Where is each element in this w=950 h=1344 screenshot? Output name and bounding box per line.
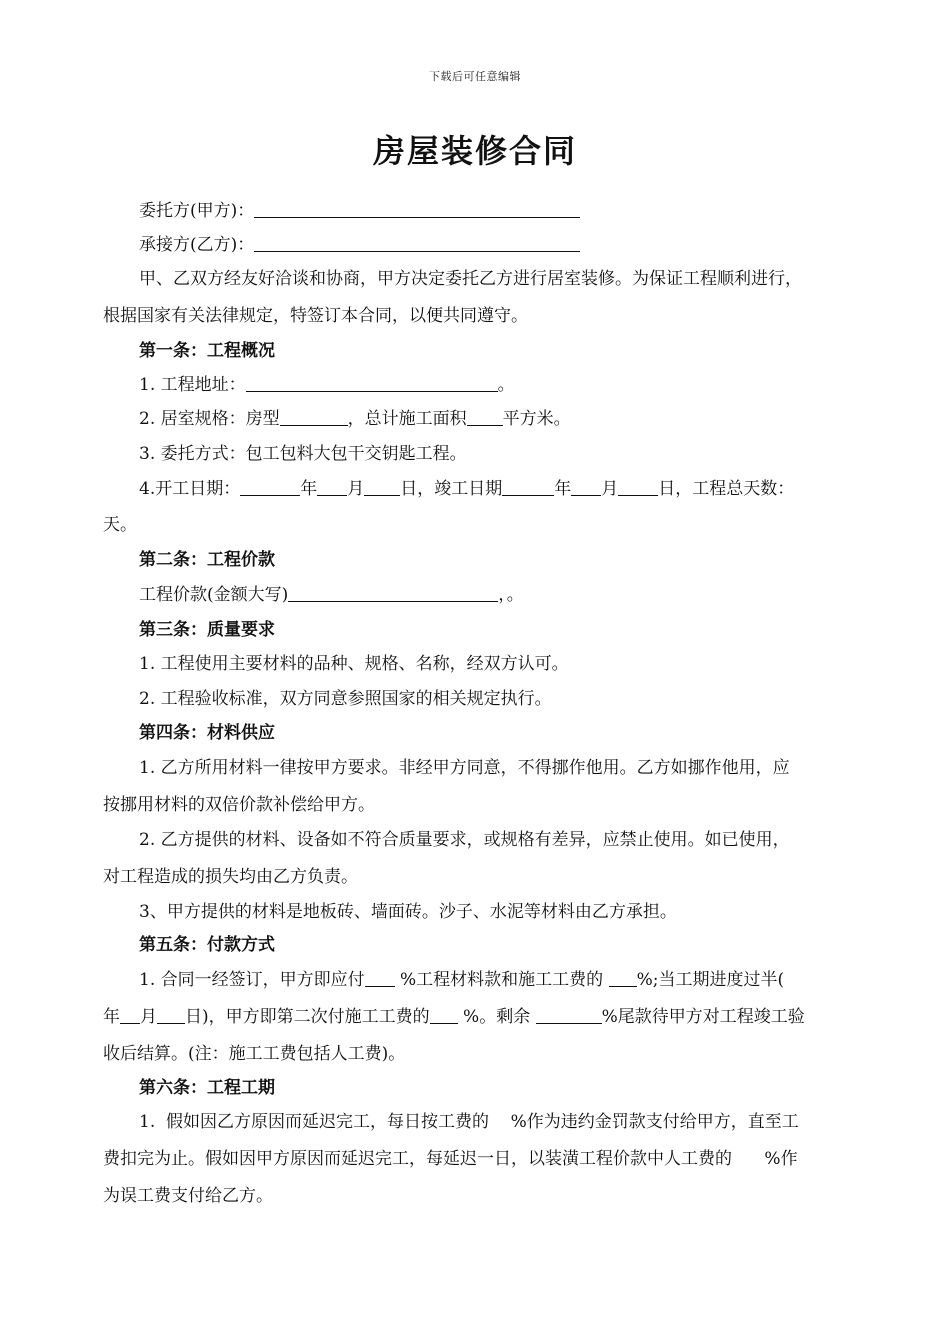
room-type-blank[interactable] [280, 409, 348, 426]
party-b-blank[interactable] [254, 235, 580, 252]
material-percent-blank[interactable] [365, 970, 395, 987]
year-label: 年 [300, 479, 318, 499]
article-3-item-1: 1. 工程使用主要材料的品种、规格、名称，经双方认可。 [139, 654, 569, 674]
area-label: ，总计施工面积 [347, 409, 467, 429]
month-label: 月 [347, 479, 365, 499]
page-title: 房屋装修合同 [372, 132, 577, 170]
remaining-label: %。剩余 [463, 1007, 531, 1027]
final-payment-label: %尾款待甲方对工程竣工验 [601, 1007, 805, 1027]
first-payment-label: 1. 合同一经签订，甲方即应付 [139, 970, 365, 990]
article-1-item-4 [139, 478, 929, 500]
address-end: 。 [497, 375, 515, 395]
article-3-heading: 第三条：质量要求 [139, 620, 275, 640]
party-a-blank[interactable] [254, 201, 580, 218]
end-date-label: ，竣工日期 [417, 479, 503, 499]
day-label: 日 [400, 479, 418, 499]
article-5-line-1 [139, 969, 929, 991]
material-percent-label: %工程材料款和施工工费的 [400, 970, 604, 990]
end-day-blank[interactable] [618, 479, 658, 496]
article-4-item-3: 3、甲方提供的材料是地板砖、墙面砖。沙子、水泥等材料由乙方承担。 [139, 902, 677, 922]
halfway-day-blank[interactable] [157, 1007, 185, 1024]
address-label: 1. 工程地址： [139, 375, 246, 395]
year-label: 年 [554, 479, 572, 499]
intro-line-2: 根据国家有关法律规定，特签订本合同，以便共同遵守。 [103, 306, 528, 326]
intro-line-1: 甲、乙双方经友好洽谈和协商，甲方决定委托乙方进行居室装修。为保证工程顺利进行， [139, 269, 802, 289]
start-date-label: 4.开工日期： [139, 479, 241, 499]
article-6-line-3: 为误工费支付给乙方。 [103, 1186, 273, 1206]
labor-percent-blank[interactable] [609, 970, 637, 987]
day-label: 日 [658, 479, 676, 499]
article-1-item-4-tail: 天。 [103, 515, 137, 535]
article-2-heading: 第二条：工程价款 [139, 550, 275, 570]
total-days-label: ，工程总天数： [675, 479, 795, 499]
end-month-blank[interactable] [571, 479, 601, 496]
month-label: 月 [601, 479, 619, 499]
article-4-item-1-line-2: 按挪用材料的双倍价款补偿给甲方。 [103, 795, 375, 815]
start-day-blank[interactable] [364, 479, 400, 496]
header-note: 下载后可任意编辑 [429, 70, 521, 83]
article-1-item-3: 3. 委托方式：包工包料大包干交钥匙工程。 [139, 444, 467, 464]
article-6-line-1: 1. 假如因乙方原因而延迟完工，每日按工费的 %作为违约金罚款支付给甲方，直至工 [139, 1112, 799, 1132]
party-b-label: 承接方(乙方)： [139, 235, 255, 255]
article-5-line-3: 收后结算。(注：施工工费包括人工费)。 [103, 1044, 406, 1064]
article-5-heading: 第五条：付款方式 [139, 935, 275, 955]
price-label: 工程价款(金额大写) [139, 585, 289, 605]
halfway-month-blank[interactable] [120, 1007, 140, 1024]
second-payment-label: 日)，甲方即第二次付施工工费的 [185, 1007, 430, 1027]
year-label: 年 [103, 1007, 120, 1027]
article-6-heading: 第六条：工程工期 [139, 1078, 275, 1098]
end-year-blank[interactable] [502, 479, 554, 496]
month-label: 月 [140, 1007, 157, 1027]
article-4-item-2-line-2: 对工程造成的损失均由乙方负责。 [103, 867, 358, 887]
party-a-line [139, 200, 929, 222]
party-b-line [139, 234, 929, 256]
article-1-heading: 第一条：工程概况 [139, 341, 275, 361]
area-blank[interactable] [467, 409, 503, 426]
address-blank[interactable] [246, 375, 498, 392]
start-month-blank[interactable] [317, 479, 347, 496]
article-2-line [139, 584, 929, 606]
start-year-blank[interactable] [240, 479, 300, 496]
article-1-item-2 [139, 408, 929, 430]
article-6-line-2: 费扣完为止。假如因甲方原因而延迟完工，每延迟一日，以装潢工程价款中人工费的 %作 [103, 1149, 798, 1169]
article-4-item-1-line-1: 1. 乙方所用材料一律按甲方要求。非经甲方同意，不得挪作他用。乙方如挪作他用，应 [139, 758, 790, 778]
article-3-item-2: 2. 工程验收标准，双方同意参照国家的相关规定执行。 [139, 689, 552, 709]
price-end: ，。 [498, 585, 524, 605]
article-4-heading: 第四条：材料供应 [139, 723, 275, 743]
article-4-item-2-line-1: 2. 乙方提供的材料、设备如不符合质量要求，或规格有差异，应禁止使用。如已使用， [139, 830, 790, 850]
area-unit: 平方米。 [502, 409, 571, 429]
article-1-item-1 [139, 374, 929, 396]
article-5-line-2 [103, 1006, 893, 1028]
room-type-label: 2. 居室规格：房型 [139, 409, 280, 429]
second-percent-blank[interactable] [430, 1007, 458, 1024]
remaining-percent-blank[interactable] [536, 1007, 602, 1024]
halfway-label: %;当工期进度过半( [636, 970, 785, 990]
price-blank[interactable] [288, 585, 498, 602]
party-a-label: 委托方(甲方)： [139, 201, 255, 221]
